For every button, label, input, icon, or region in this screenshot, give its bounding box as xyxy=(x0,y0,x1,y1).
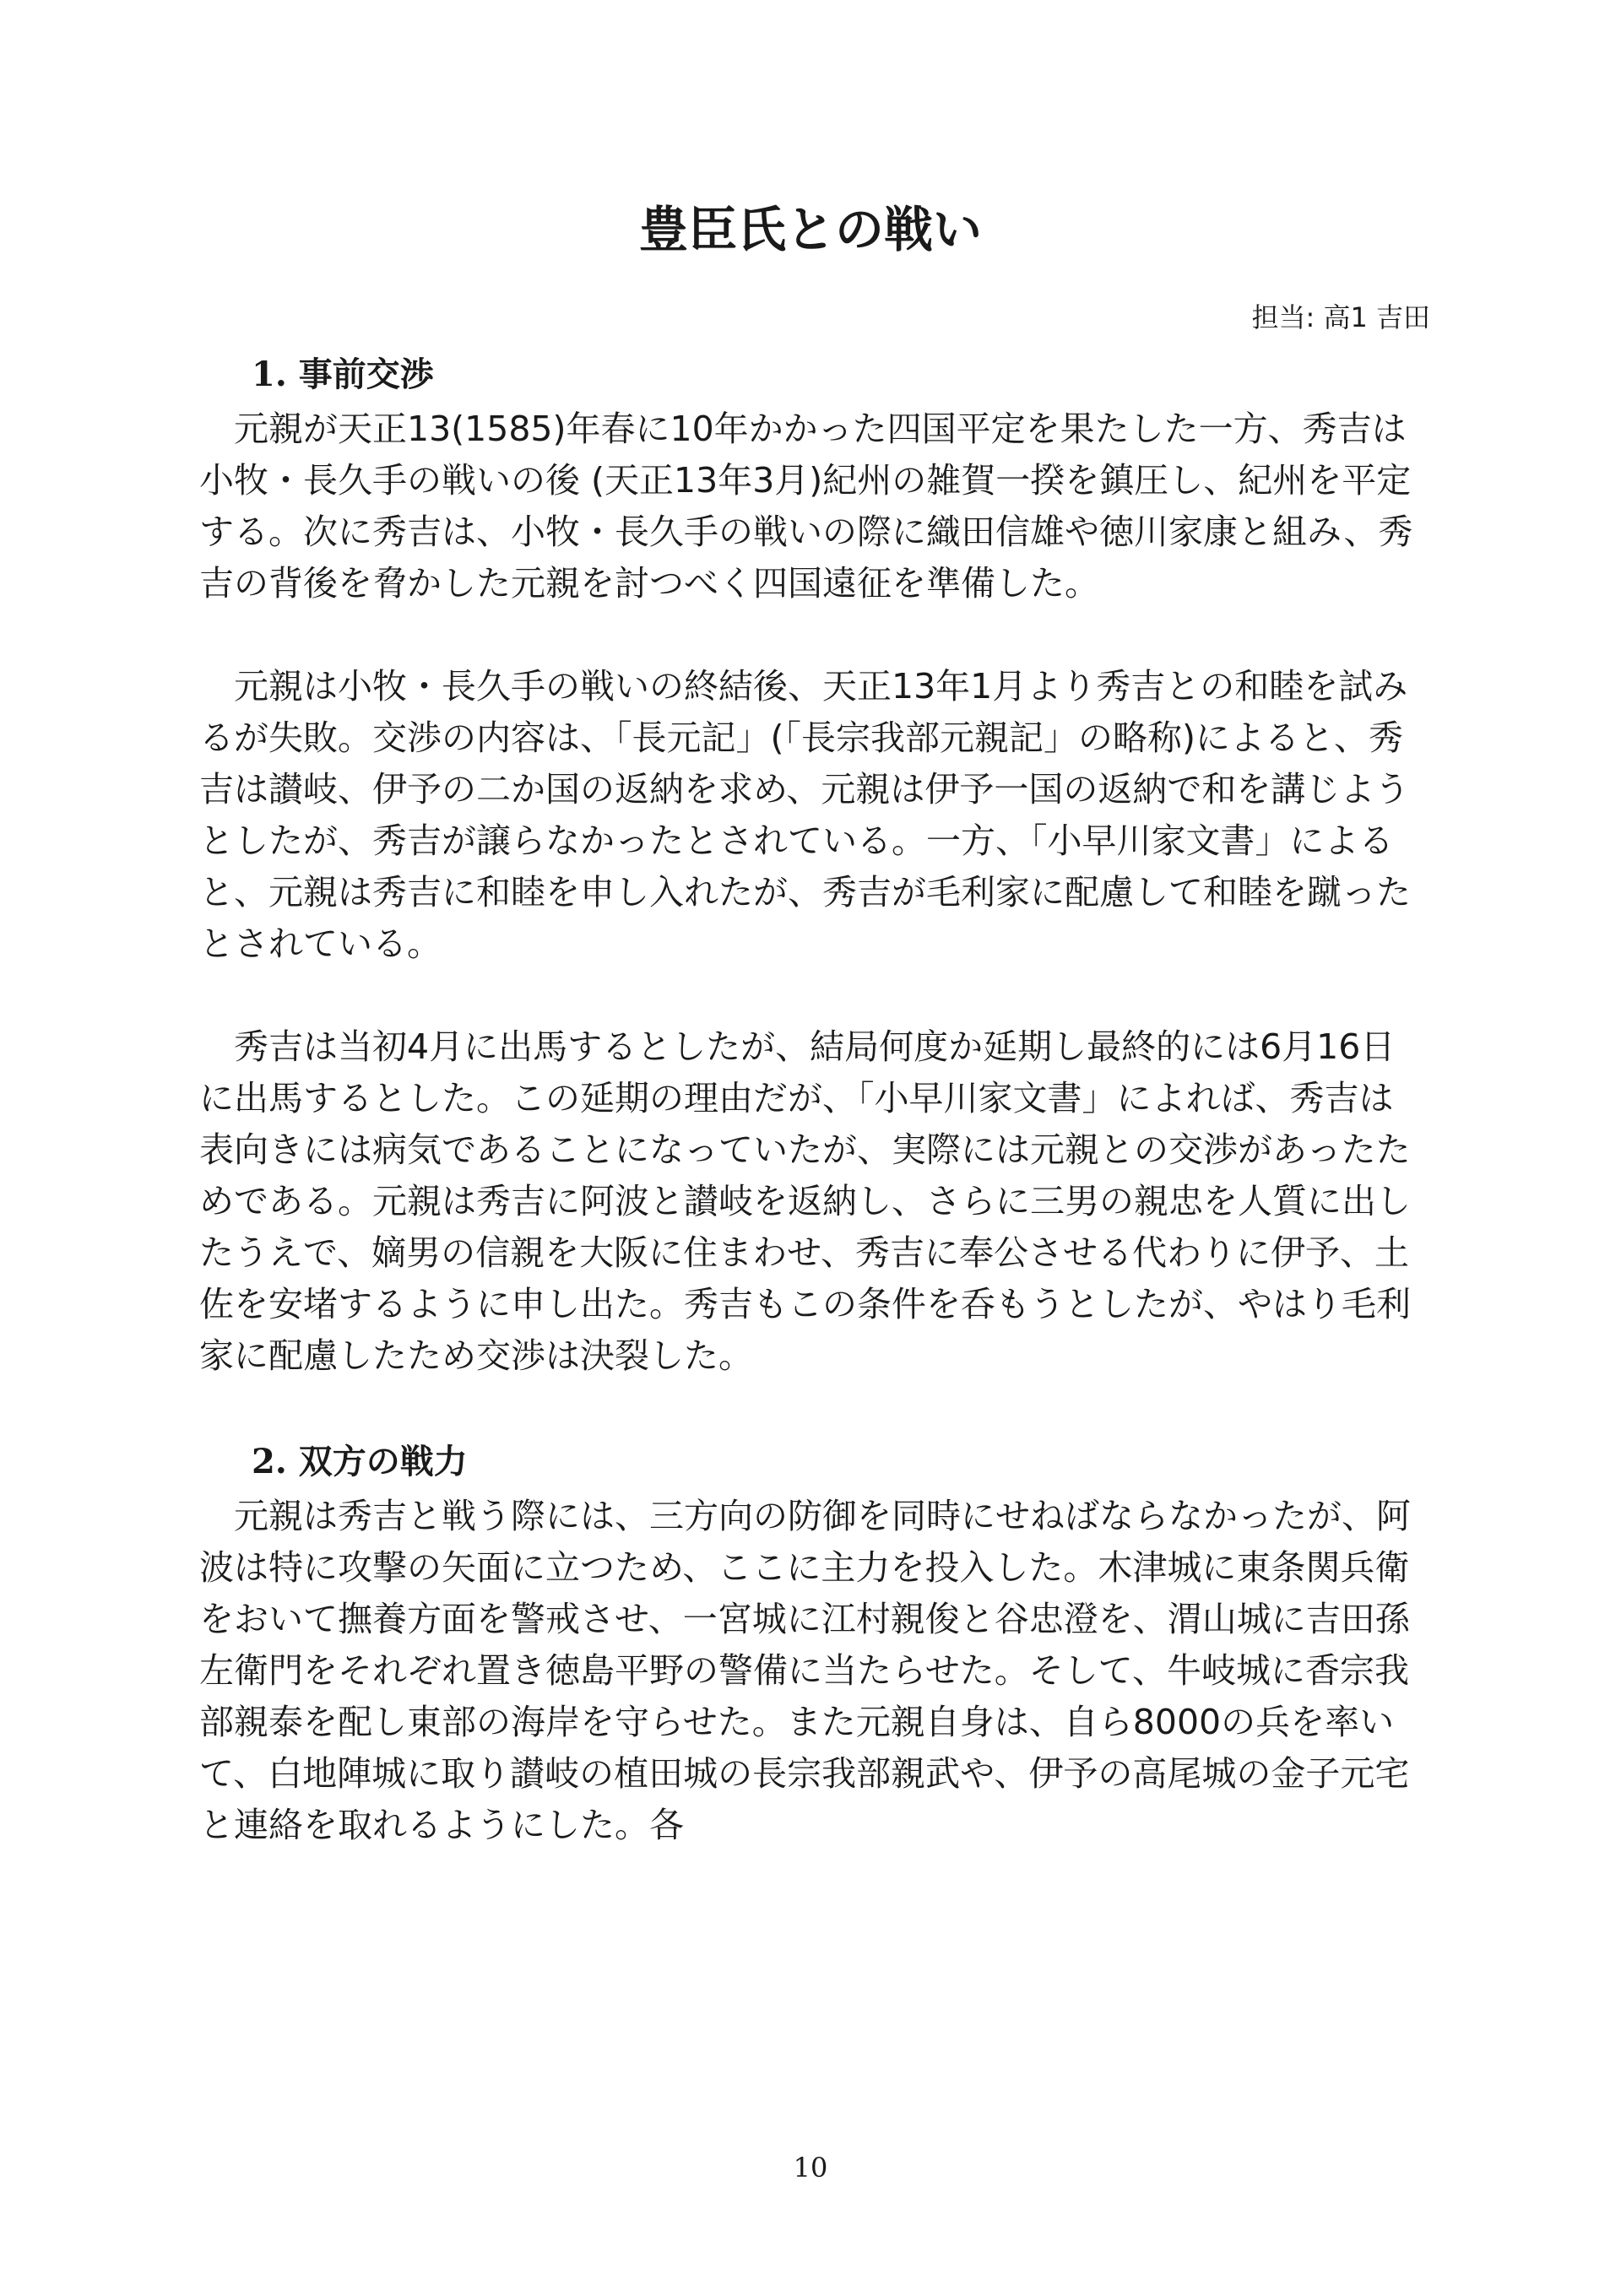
paragraph: 元親が天正13(1585)年春に10年かかった四国平定を果たした一方、秀吉は小牧・長久手の戦いの後 (天正13年3月)紀州の雑賀一揆を鎮圧し、紀州を平定する。次に秀吉は、小牧・長久手の戦いの際に織田信雄や徳川家康と組み、秀吉の背後を脅かした元親を討つべく四国遠征を準備した。 xyxy=(199,409,1413,604)
section-heading-text: 双方の戦力 xyxy=(298,1442,468,1481)
author-credit: 担当: 高1 吉田 xyxy=(1251,301,1430,333)
paragraph: 元親は秀吉と戦う際には、三方向の防御を同時にせねばならなかったが、阿波は特に攻撃の矢面に立つため、ここに主力を投入した。木津城に東条関兵衛をおいて撫養方面を警戒させ、一宮城に江村親俊と谷忠澄を、渭山城に吉田孫左衛門をそれぞれ置き徳島平野の警備に当たらせた。そして、牛岐城に香宗我部親泰を配し東部の海岸を守らせた。また元親自身は、自ら8000の兵を率いて、白地陣城に取り讃岐の植田城の長宗我部親武や、伊予の高尾城の金子元宅と連絡を取れるようにした。各 xyxy=(199,1496,1411,1845)
page-title: 豊臣氏との戦い xyxy=(638,201,982,258)
section-heading-text: 事前交渉 xyxy=(298,355,434,394)
paragraph: 元親は小牧・長久手の戦いの終結後、天正13年1月より秀吉との和睦を試みるが失敗。交渉の内容は、「長元記」(「長宗我部元親記」の略称)によると、秀吉は讃岐、伊予の二か国の返納を求め、元親は伊予一国の返納で和を講じようとしたが、秀吉が譲らなかったとされている。一方、「小早川家文書」によると、元親は秀吉に和睦を申し入れたが、秀吉が毛利家に配慮して和睦を蹴ったとされている。 xyxy=(199,666,1411,964)
section-heading-forces xyxy=(199,1433,1423,1491)
main-content xyxy=(199,346,1423,1851)
section-number: 1. xyxy=(252,355,287,394)
paragraph: 秀吉は当初4月に出馬するとしたが、結局何度か延期し最終的には6月16日に出馬するとした。この延期の理由だが、「小早川家文書」によれば、秀吉は表向きには病気であることになっていたが、実際には元親との交渉があったためである。元親は秀吉に阿波と讃岐を返納し、さらに三男の親忠を人質に出したうえで、嫡男の信親を大阪に住まわせ、秀吉に奉公させる代わりに伊予、土佐を安堵するように申し出た。秀吉もこの条件を呑もうとしたが、やはり毛利家に配慮したため交渉は決裂した。 xyxy=(199,1026,1411,1376)
section-heading-negotiation xyxy=(199,346,1423,403)
page-number: 10 xyxy=(793,2152,828,2184)
section-number: 2. xyxy=(252,1442,287,1481)
section-spacer xyxy=(199,1382,1423,1433)
paragraph-spacer xyxy=(199,970,1423,1021)
paragraph-spacer xyxy=(199,609,1423,661)
